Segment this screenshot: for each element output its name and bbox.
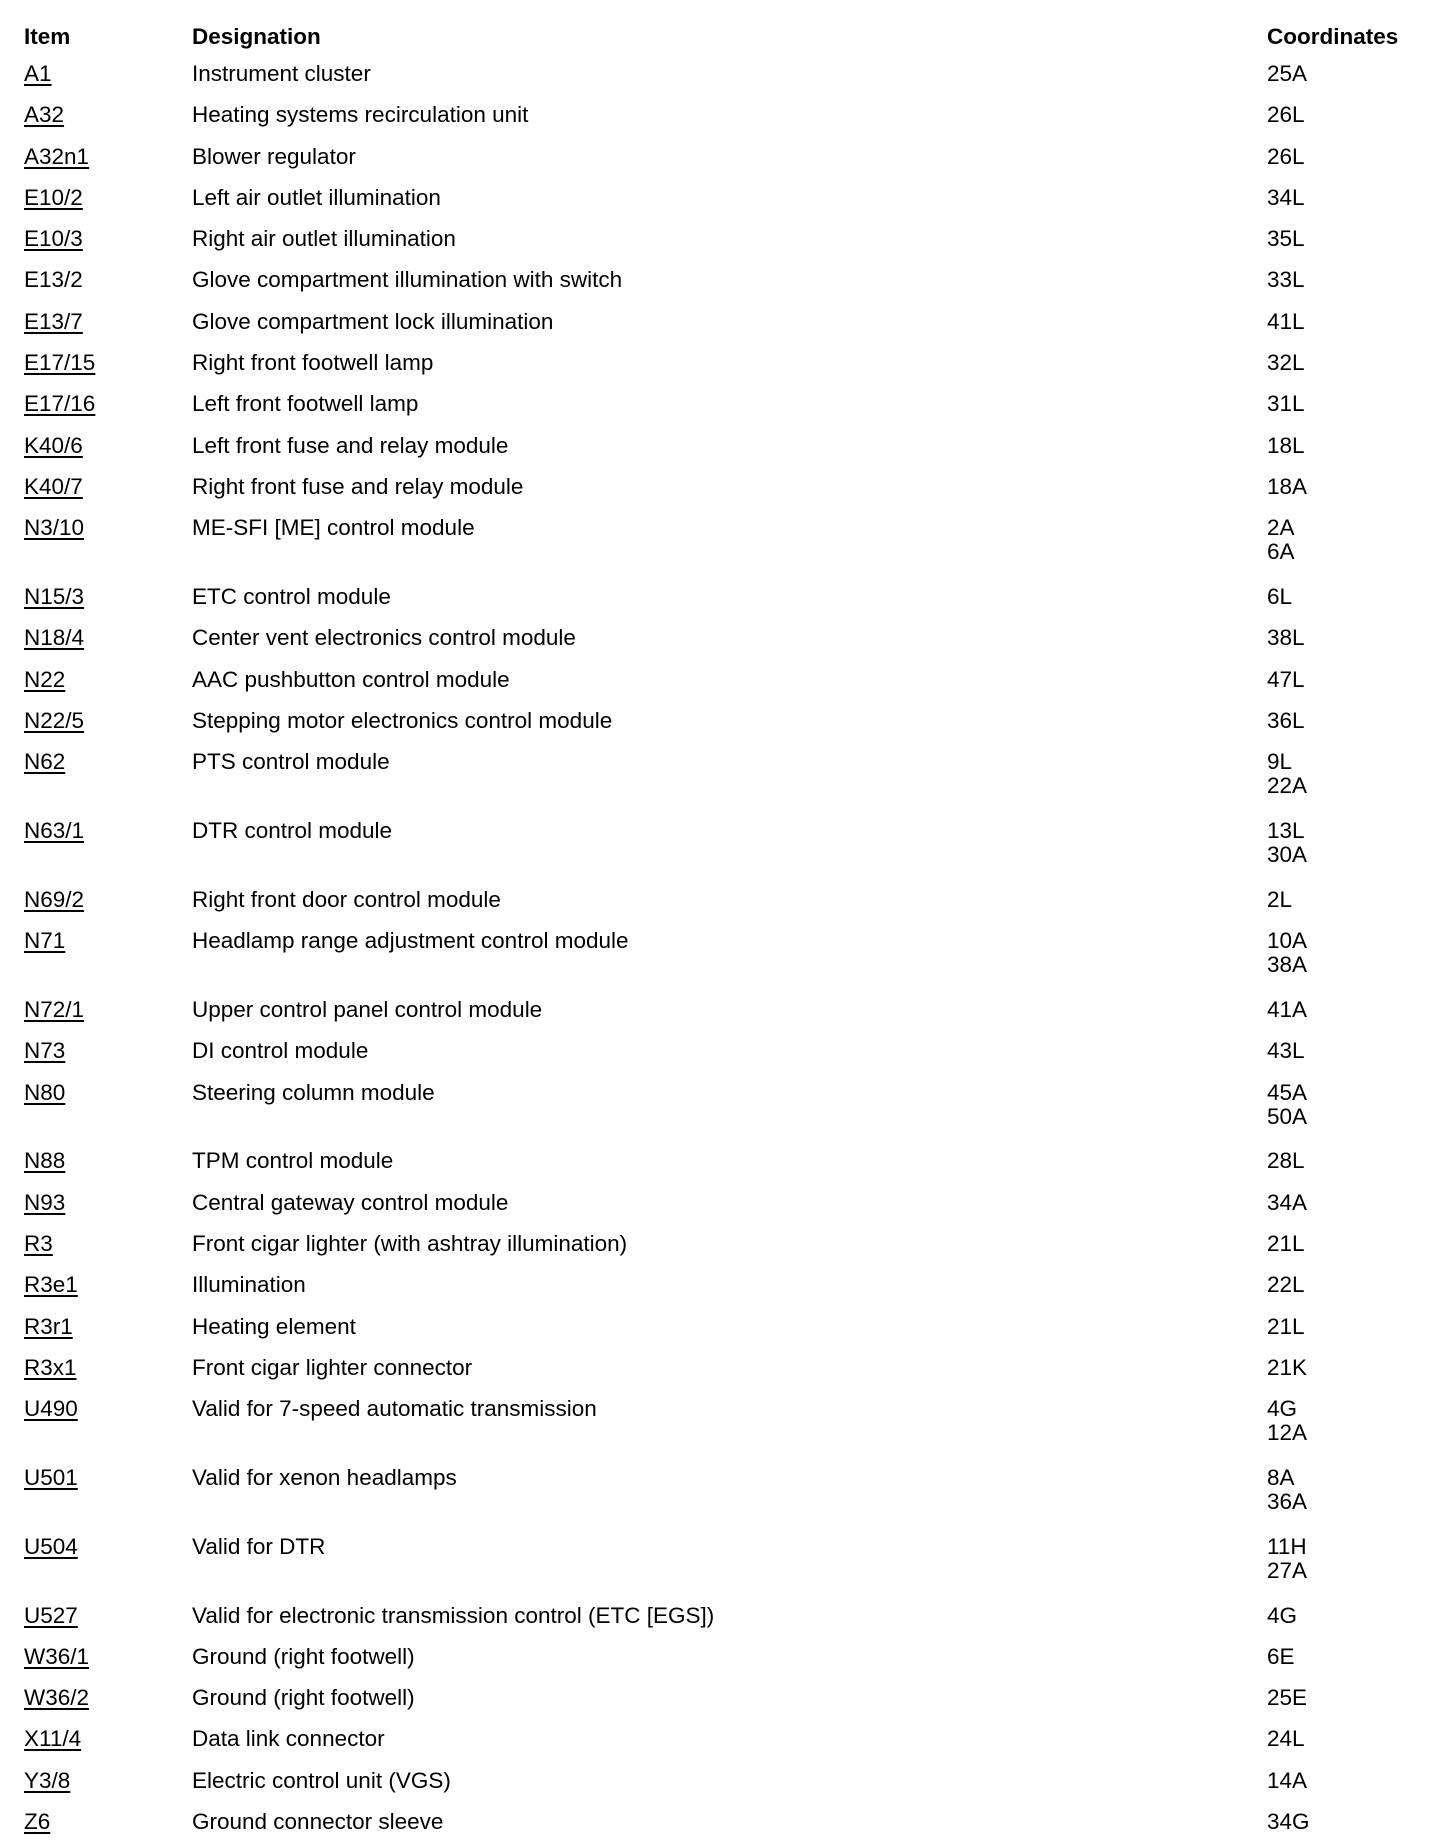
designation-text: Right front footwell lamp — [192, 350, 434, 376]
item-link[interactable]: U490 — [24, 1396, 78, 1422]
designation-text: Glove compartment lock illumination — [192, 308, 554, 334]
coordinate-value: 22L — [1267, 1272, 1305, 1298]
coordinate-value: 21K — [1267, 1354, 1308, 1380]
designation-text: Valid for electronic transmission control (ETC [EGS]) — [192, 1602, 715, 1628]
item-link[interactable]: Y3/8 — [24, 1767, 71, 1793]
designation-text: Heating element — [192, 1313, 356, 1339]
coordinate-value: 9L — [1267, 749, 1293, 775]
coordinates-cell — [1267, 1191, 1307, 1215]
coordinates-cell — [1267, 1810, 1310, 1834]
table-row — [24, 620, 1424, 661]
coordinate-value: 45A — [1267, 1079, 1308, 1105]
coordinate-value: 47L — [1267, 666, 1305, 692]
table-row — [24, 1598, 1424, 1639]
coordinate-value: 31L — [1267, 391, 1305, 417]
coordinate-value: 13L — [1267, 818, 1305, 844]
table-row — [24, 1309, 1424, 1350]
coordinate-value: 38L — [1267, 625, 1305, 651]
item-link[interactable]: R3e1 — [24, 1272, 78, 1298]
coordinate-value: 24L — [1267, 1726, 1305, 1752]
item-link[interactable]: E13/7 — [24, 308, 83, 334]
coordinate-value: 36L — [1267, 707, 1305, 733]
item-link[interactable]: U504 — [24, 1533, 78, 1559]
coordinate-value: 2L — [1267, 886, 1293, 912]
coordinates-cell — [1267, 998, 1307, 1022]
coordinates-cell — [1267, 888, 1292, 912]
table-row — [24, 579, 1424, 620]
designation-text: Data link connector — [192, 1726, 385, 1752]
coordinates-cell — [1267, 516, 1295, 564]
coordinates-cell — [1267, 310, 1305, 334]
coordinate-value: 10A — [1267, 928, 1308, 954]
item-link[interactable]: N3/10 — [24, 515, 85, 541]
table-row — [24, 139, 1424, 180]
designation-text: Right air outlet illumination — [192, 226, 456, 252]
item-link[interactable]: E10/2 — [24, 184, 83, 210]
coordinate-value: 21L — [1267, 1230, 1305, 1256]
table-row — [24, 304, 1424, 345]
designation-text: ETC control module — [192, 584, 391, 610]
designation-text: Blower regulator — [192, 143, 356, 169]
table-body — [24, 56, 1424, 1845]
item-link[interactable]: W36/2 — [24, 1685, 90, 1711]
header-item: Item — [24, 24, 71, 49]
designation-text: Left front footwell lamp — [192, 391, 419, 417]
coordinate-value: 43L — [1267, 1038, 1305, 1064]
table-row — [24, 56, 1424, 97]
coordinates-cell — [1267, 1397, 1307, 1445]
coordinate-value: 8A — [1267, 1464, 1295, 1490]
designation-text: Left front fuse and relay module — [192, 432, 509, 458]
coordinates-cell — [1267, 1081, 1307, 1129]
table-row — [24, 1185, 1424, 1226]
designation-text: Ground connector sleeve — [192, 1808, 444, 1834]
item-link[interactable]: A32 — [24, 102, 65, 128]
coordinates-cell — [1267, 1535, 1307, 1583]
table-row — [24, 1639, 1424, 1680]
designation-text: Left air outlet illumination — [192, 184, 441, 210]
coordinate-value: 28L — [1267, 1148, 1305, 1174]
table-row — [24, 1226, 1424, 1267]
table-row — [24, 1075, 1424, 1144]
table-row — [24, 221, 1424, 262]
designation-text: Front cigar lighter connector — [192, 1354, 473, 1380]
coordinates-cell — [1267, 1356, 1307, 1380]
designation-text: Ground (right footwell) — [192, 1643, 415, 1669]
table-row — [24, 469, 1424, 510]
item-link[interactable]: Z6 — [24, 1808, 51, 1834]
coordinate-value: 2A — [1267, 515, 1295, 541]
coordinate-value: 11H — [1267, 1533, 1307, 1559]
item-link[interactable]: N22 — [24, 666, 66, 692]
coordinate-value: 35L — [1267, 226, 1305, 252]
coordinates-cell — [1267, 1232, 1305, 1256]
designation-text: TPM control module — [192, 1148, 394, 1174]
designation-text: DI control module — [192, 1038, 369, 1064]
item-label: E13/2 — [24, 267, 83, 293]
item-link[interactable]: N93 — [24, 1189, 66, 1215]
item-link[interactable]: U501 — [24, 1464, 78, 1490]
coordinates-cell — [1267, 1686, 1307, 1710]
table-row — [24, 97, 1424, 138]
coordinates-cell — [1267, 145, 1305, 169]
header-coordinates: Coordinates — [1267, 24, 1399, 49]
table-row — [24, 386, 1424, 427]
designation-text: Instrument cluster — [192, 61, 371, 86]
table-row — [24, 1680, 1424, 1721]
designation-text: Valid for DTR — [192, 1533, 326, 1559]
item-link[interactable]: N88 — [24, 1148, 66, 1174]
designation-text: Illumination — [192, 1272, 306, 1298]
coordinate-value: 6E — [1267, 1643, 1295, 1669]
table-row — [24, 262, 1424, 303]
coordinates-cell — [1267, 1149, 1305, 1173]
coordinate-value: 21L — [1267, 1313, 1305, 1339]
coordinate-value: 38A — [1267, 952, 1308, 978]
coordinates-cell — [1267, 62, 1307, 86]
table-row — [24, 510, 1424, 579]
table-row — [24, 882, 1424, 923]
coordinate-value: 4G — [1267, 1602, 1298, 1628]
coordinates-cell — [1267, 392, 1305, 416]
table-row — [24, 180, 1424, 221]
designation-text: Front cigar lighter (with ashtray illumination) — [192, 1230, 628, 1256]
coordinates-cell — [1267, 434, 1305, 458]
item-link[interactable]: E10/3 — [24, 226, 83, 252]
table-header — [24, 0, 1424, 56]
table-row — [24, 1804, 1424, 1845]
item-link[interactable]: A1 — [24, 61, 52, 86]
table-row — [24, 992, 1424, 1033]
coordinates-cell — [1267, 351, 1305, 375]
coordinates-cell — [1267, 1273, 1305, 1297]
coordinates-cell — [1267, 227, 1305, 251]
coordinates-cell — [1267, 1604, 1297, 1628]
coordinate-value: 25E — [1267, 1685, 1308, 1711]
designation-text: PTS control module — [192, 749, 390, 775]
item-link[interactable]: N22/5 — [24, 707, 85, 733]
coordinate-value: 33L — [1267, 267, 1305, 293]
item-link[interactable]: E17/15 — [24, 350, 96, 376]
coordinate-value: 41A — [1267, 996, 1308, 1022]
designation-text: Central gateway control module — [192, 1189, 509, 1215]
component-legend-table — [24, 0, 1424, 1845]
coordinate-value: 27A — [1267, 1557, 1308, 1583]
table-row — [24, 1143, 1424, 1184]
coordinate-value: 34L — [1267, 184, 1305, 210]
table-row — [24, 428, 1424, 469]
item-link[interactable]: W36/1 — [24, 1643, 90, 1669]
coordinates-cell — [1267, 709, 1305, 733]
coordinates-cell — [1267, 1769, 1307, 1793]
coordinate-value: 41L — [1267, 308, 1305, 334]
designation-text: Valid for 7-speed automatic transmission — [192, 1396, 597, 1422]
coordinates-cell — [1267, 929, 1307, 977]
table-row — [24, 1763, 1424, 1804]
coordinates-cell — [1267, 1727, 1305, 1751]
coordinates-cell — [1267, 268, 1305, 292]
item-link[interactable]: N15/3 — [24, 584, 85, 610]
coordinate-value: 6A — [1267, 539, 1295, 565]
table-row — [24, 1529, 1424, 1598]
designation-text: Right front door control module — [192, 886, 501, 912]
coordinates-cell — [1267, 103, 1305, 127]
designation-text: Heating systems recirculation unit — [192, 102, 529, 128]
item-link[interactable]: K40/6 — [24, 432, 83, 458]
item-link[interactable]: N80 — [24, 1079, 66, 1105]
item-link[interactable]: N72/1 — [24, 996, 85, 1022]
item-link[interactable]: A32n1 — [24, 143, 90, 169]
table-row — [24, 1391, 1424, 1460]
coordinates-cell — [1267, 626, 1305, 650]
coordinate-value: 12A — [1267, 1420, 1308, 1446]
designation-text: AAC pushbutton control module — [192, 666, 510, 692]
item-link[interactable]: X11/4 — [24, 1726, 82, 1752]
coordinate-value: 6L — [1267, 584, 1293, 610]
coordinates-cell — [1267, 475, 1307, 499]
coordinates-cell — [1267, 668, 1305, 692]
coordinate-value: 34G — [1267, 1808, 1310, 1834]
coordinate-value: 26L — [1267, 143, 1305, 169]
coordinates-cell — [1267, 585, 1292, 609]
item-link[interactable]: R3r1 — [24, 1313, 73, 1339]
item-link[interactable]: R3 — [24, 1230, 53, 1256]
item-link[interactable]: E17/16 — [24, 391, 96, 417]
designation-text: Ground (right footwell) — [192, 1685, 415, 1711]
designation-text: Upper control panel control module — [192, 996, 543, 1022]
coordinate-value: 18L — [1267, 432, 1305, 458]
table-row — [24, 1267, 1424, 1308]
coordinates-cell — [1267, 750, 1307, 798]
coordinate-value: 36A — [1267, 1488, 1308, 1514]
coordinate-value: 22A — [1267, 773, 1308, 799]
coordinates-cell — [1267, 1315, 1305, 1339]
table-row — [24, 1721, 1424, 1762]
table-row — [24, 1350, 1424, 1391]
coordinate-value: 25A — [1267, 61, 1308, 86]
coordinate-value: 18A — [1267, 473, 1308, 499]
designation-text: Headlamp range adjustment control module — [192, 928, 629, 954]
item-link[interactable]: U527 — [24, 1602, 78, 1628]
designation-text: DTR control module — [192, 818, 393, 844]
item-link[interactable]: N73 — [24, 1038, 66, 1064]
designation-text: Electric control unit (VGS) — [192, 1767, 451, 1793]
designation-text: Right front fuse and relay module — [192, 473, 524, 499]
item-link[interactable]: N63/1 — [24, 818, 85, 844]
designation-text: Glove compartment illumination with switch — [192, 267, 623, 293]
table-row — [24, 813, 1424, 882]
table-row — [24, 744, 1424, 813]
coordinate-value: 32L — [1267, 350, 1305, 376]
item-link[interactable]: N18/4 — [24, 625, 85, 651]
coordinates-cell — [1267, 1039, 1305, 1063]
header-designation: Designation — [192, 24, 321, 49]
coordinates-cell — [1267, 186, 1305, 210]
item-link[interactable]: N71 — [24, 928, 66, 954]
designation-text: Stepping motor electronics control module — [192, 707, 613, 733]
item-link[interactable]: K40/7 — [24, 473, 83, 499]
coordinate-value: 30A — [1267, 842, 1308, 868]
coordinate-value: 50A — [1267, 1103, 1308, 1129]
coordinates-cell — [1267, 819, 1307, 867]
table-row — [24, 345, 1424, 386]
coordinates-cell — [1267, 1645, 1295, 1669]
designation-text: Steering column module — [192, 1079, 435, 1105]
coordinate-value: 4G — [1267, 1396, 1298, 1422]
table-row — [24, 703, 1424, 744]
item-link[interactable]: R3x1 — [24, 1354, 77, 1380]
coordinate-value: 34A — [1267, 1189, 1308, 1215]
table-row — [24, 1033, 1424, 1074]
coordinate-value: 26L — [1267, 102, 1305, 128]
table-row — [24, 662, 1424, 703]
item-link[interactable]: N69/2 — [24, 886, 85, 912]
item-link[interactable]: N62 — [24, 749, 66, 775]
designation-text: Valid for xenon headlamps — [192, 1464, 457, 1490]
coordinate-value: 14A — [1267, 1767, 1308, 1793]
table-row — [24, 1460, 1424, 1529]
table-row — [24, 923, 1424, 992]
coordinates-cell — [1267, 1466, 1307, 1514]
designation-text: ME-SFI [ME] control module — [192, 515, 475, 541]
designation-text: Center vent electronics control module — [192, 625, 576, 651]
